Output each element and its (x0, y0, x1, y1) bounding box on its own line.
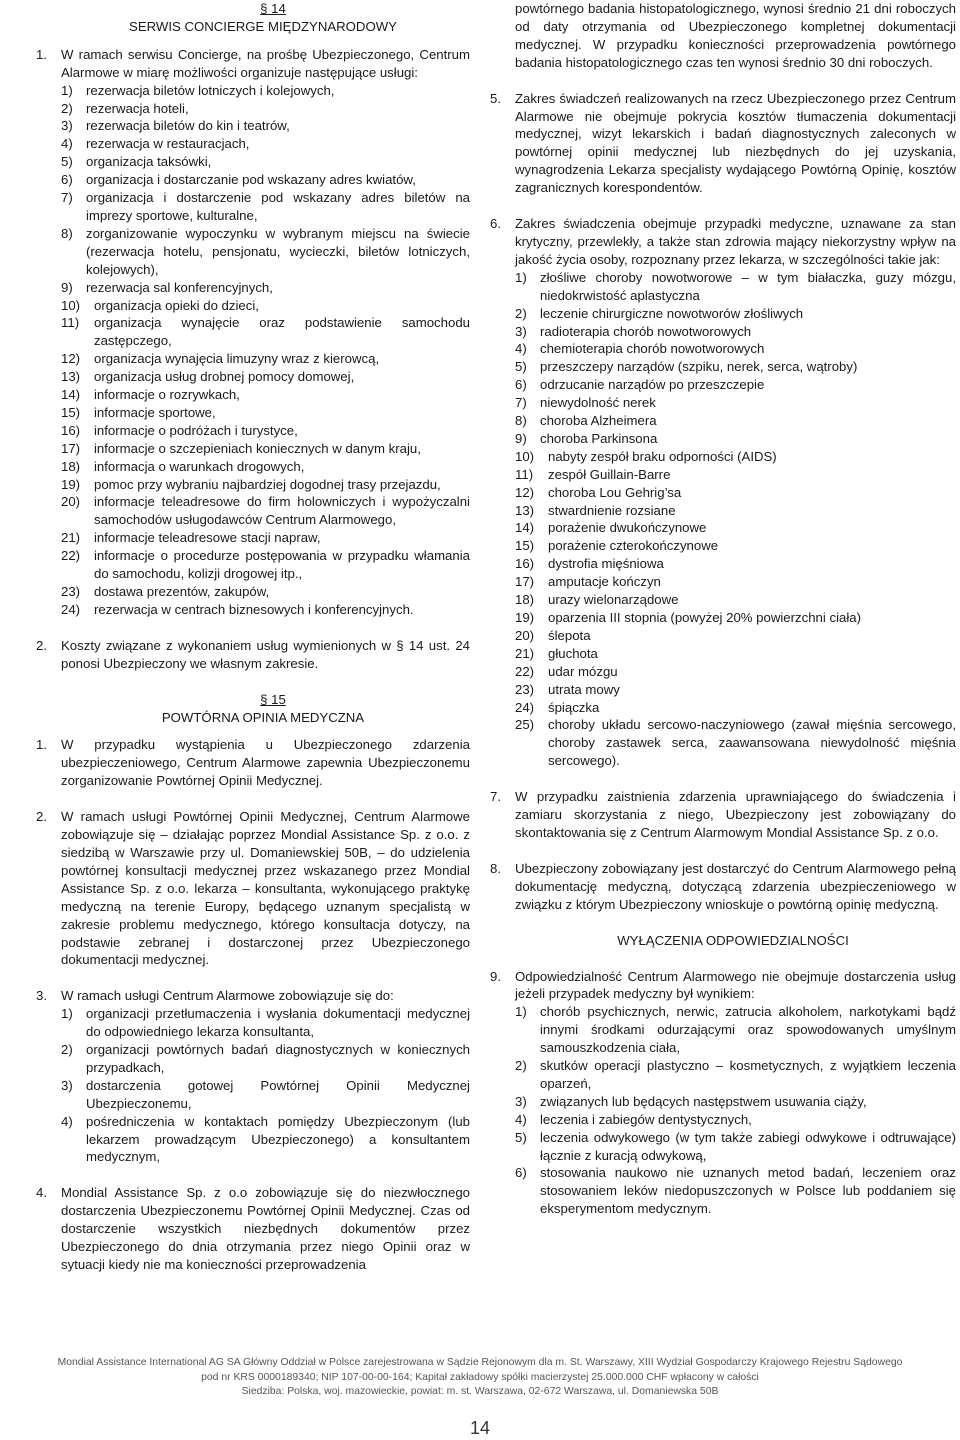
left-column (36, 0, 470, 1274)
paragraph-text: Zakres świadczeń realizowanych na rzecz Ubezpieczonego przez Centrum Alarmowe nie obejmuje pokrycia kosztów tłumaczenia dokumentacji medycznej, wizyt lekarskich i badań diagnostycznych zaleconych w powtórnej opinii medycznej lub niezbędnych do jej uzyskania, wynagrodzenia Lekarza specjalisty wydającego Powtórną Opinię, kosztów zagranicznych korespondentów. (515, 90, 956, 196)
list-item-text: choroba Lou Gehrig’sa (548, 484, 682, 500)
section-14-para: § 14 (260, 1, 286, 16)
paragraph-number: 4. (36, 1185, 47, 1201)
list-item-number: 10) (515, 448, 535, 464)
paragraph-text: Zakres świadczenia obejmuje przypadki medyczne, uznawane za stan krytyczny, przewlekły, a także stan zdrowia mający niekorzystny wpływ na jakość życia osoby, rozpoznany przez lekarza, w szczególności takie jak: (515, 216, 956, 267)
list-item (61, 297, 470, 315)
list-item (515, 448, 956, 466)
footer-line-2: pod nr KRS 0000189340; NIP 107-00-00-164; Kapitał zakładowy spółki macierzystej 25.000.000 CHF wpłacony w całości (201, 1371, 759, 1383)
list-item-number: 17) (61, 440, 81, 456)
s15-obligation-list (36, 1005, 470, 1166)
list-item (515, 609, 956, 627)
list-item (515, 591, 956, 609)
section-14-title: SERWIS CONCIERGE MIĘDZYNARODOWY (129, 18, 397, 34)
list-item-text: chorób psychicznych, nerwic, zatrucia alkoholem, narkotykami bądź innymi środkami odurzającymi oraz spowodowanych umyślnym samouszkodzenia ciała, (540, 1004, 956, 1056)
paragraph-text: W ramach usługi Centrum Alarmowe zobowiązuje się do: (61, 988, 394, 1004)
list-item-text: organizacji powtórnych badań diagnostycznych w koniecznych przypadkach, (86, 1042, 470, 1075)
list-item-text: informacje o szczepieniach koniecznych w danym kraju, (94, 440, 421, 456)
list-item-text: informacje teleadresowe stacji napraw, (94, 530, 321, 546)
list-item-text: rezerwacja w centrach biznesowych i konferencyjnych. (94, 601, 414, 617)
list-item-number: 4) (61, 1113, 73, 1129)
s15-paragraph-8 (490, 860, 956, 914)
list-item-number: 24) (515, 699, 535, 715)
list-item-text: oparzenia III stopnia (powyżej 20% powierzchni ciała) (548, 610, 861, 625)
list-item (61, 82, 470, 100)
list-item-number: 9) (515, 430, 527, 446)
list-item (61, 1041, 470, 1077)
s15-paragraph-5 (490, 90, 956, 197)
list-item (61, 314, 470, 350)
list-item (61, 189, 470, 225)
paragraph-text: Mondial Assistance Sp. z o.o zobowiązuje się do niezwłocznego dostarczenia Ubezpieczonemu Powtórnej Opinii Medycznej. Czas od dostarczenie wszystkich niezbędnych dokumentów przez Ubezpieczonego do dnia otrzymania przez niego Opinii oraz w sytuacji kiedy nie ma konieczności przeprowadzenia (61, 1185, 470, 1272)
list-item-number: 3) (61, 1077, 73, 1093)
list-item (515, 412, 956, 430)
list-item (61, 100, 470, 118)
s14-paragraph-2 (36, 637, 470, 673)
list-item (61, 529, 470, 547)
list-item-number: 5) (515, 359, 527, 375)
paragraph-number: 2. (36, 809, 47, 825)
list-item-text: nabyty zespół braku odporności (AIDS) (548, 448, 777, 464)
paragraph-text: W przypadku wystąpienia u Ubezpieczonego zdarzenia ubezpieczeniowego, Centrum Alarmowe zapewnia Ubezpieczonemu zorganizowanie Powtórnej Opinii Medycznej. (61, 737, 470, 789)
list-item (61, 1113, 470, 1167)
list-item-number: 1) (61, 82, 73, 98)
list-item (515, 645, 956, 663)
list-item-text: związanych lub będących następstwem usuwania ciąży, (540, 1093, 867, 1109)
list-item-text: rezerwacja sal konferencyjnych, (86, 279, 273, 295)
list-item-text: organizacja i dostarczenie pod wskazany adres biletów na imprezy sportowe, kulturalne, (86, 190, 470, 223)
list-item-number: 11) (515, 466, 534, 482)
list-item (515, 305, 956, 323)
list-item-number: 8) (515, 413, 527, 429)
list-item-text: dystrofia mięśniowa (548, 556, 664, 572)
list-item-number: 11) (61, 315, 80, 331)
paragraph-text: W przypadku zaistnienia zdarzenia uprawniającego do świadczenia i zamiaru skorzystania z niego, Ubezpieczony jest zobowiązany do skontaktowania się z Centrum Alarmowym Mondial Assistance Sp. z o.o. (515, 789, 956, 840)
list-item-number: 6) (61, 172, 73, 188)
list-item (515, 1111, 956, 1129)
list-item (515, 1003, 956, 1057)
list-item (515, 1093, 956, 1111)
paragraph-number: 1. (36, 46, 47, 62)
list-item-text: leczenia i zabiegów dentystycznych, (540, 1111, 752, 1127)
list-item-number: 7) (515, 395, 527, 411)
list-item-number: 4) (61, 136, 73, 152)
s15-paragraph-7 (490, 788, 956, 842)
list-item-text: organizacja opieki do dzieci, (94, 297, 259, 313)
list-item-number: 2) (61, 1042, 73, 1058)
list-item-text: dostawa prezentów, zakupów, (94, 584, 270, 599)
list-item (515, 519, 956, 537)
paragraph-text: Odpowiedzialność Centrum Alarmowego nie obejmuje dostarczenia usług jeżeli przypadek medyczny był wynikiem: (515, 968, 956, 1002)
list-item-number: 16) (61, 422, 81, 438)
list-item (515, 699, 956, 717)
list-item-number: 3) (61, 118, 73, 134)
paragraph-number: 7. (490, 789, 501, 805)
list-item-number: 7) (61, 190, 73, 206)
paragraph-text: W ramach serwisu Concierge, na prośbę Ubezpieczonego, Centrum Alarmowe w miarę możliwości organizuje następujące usługi: (61, 46, 470, 80)
paragraph-number: 3. (36, 988, 47, 1004)
s15-paragraph-4 (36, 1184, 470, 1274)
list-item-text: leczenia odwykowego (w tym także zabiegi odwykowe i odtruwające) łącznie z kuracją odwykową, (540, 1129, 956, 1163)
list-item (61, 601, 470, 619)
list-item (61, 1077, 470, 1113)
right-column (490, 0, 956, 1218)
section-15-title: POWTÓRNA OPINIA MEDYCZNA (161, 709, 365, 725)
list-item-number: 17) (515, 574, 535, 590)
list-item (61, 422, 470, 440)
list-item-text: pośredniczenia w kontaktach pomiędzy Ubezpieczonym (lub lekarzem prowadzącym Ubezpieczonego) a konsultantem medycznym, (86, 1113, 470, 1165)
list-item-text: organizacja wynajęcia limuzyny wraz z kierowcą, (94, 351, 380, 367)
list-item (515, 394, 956, 412)
list-item (515, 323, 956, 341)
s15-paragraph-6 (490, 215, 956, 269)
list-item-number: 2) (61, 100, 73, 116)
list-item-number: 8) (61, 225, 73, 241)
list-item-text: przeszczepy narządów (szpiku, nerek, serca, wątroby) (540, 359, 858, 375)
list-item-number: 3) (515, 323, 527, 339)
list-item-text: niewydolność nerek (540, 395, 656, 411)
list-item-number: 1) (515, 269, 527, 285)
list-item-text: informacje o podróżach i turystyce, (94, 422, 298, 438)
list-item-number: 16) (515, 556, 535, 572)
list-item (61, 135, 470, 153)
list-item (515, 502, 956, 520)
list-item-number: 1) (61, 1006, 73, 1022)
medical-conditions-list (490, 269, 956, 770)
list-item-text: rezerwacja biletów lotniczych i kolejowych, (86, 82, 335, 98)
list-item (61, 153, 470, 171)
list-item (515, 1129, 956, 1165)
list-item-text: porażenie czterokończynowe (548, 538, 719, 554)
paragraph-text: Ubezpieczony zobowiązany jest dostarczyć do Centrum Alarmowego pełną dokumentację medyczną, dotyczącą zdarzenia ubezpieczeniowego w związku z którym Ubezpieczony wnioskuje o powtórną opinię medyczną. (515, 860, 956, 912)
list-item (61, 1005, 470, 1041)
list-item-text: organizacja usług drobnej pomocy domowej, (94, 369, 355, 385)
list-item-number: 18) (61, 458, 81, 474)
list-item-text: głuchota (548, 645, 598, 661)
list-item-number: 2) (515, 1058, 527, 1074)
list-item (515, 573, 956, 591)
list-item-number: 25) (515, 717, 535, 733)
list-item-text: ślepota (548, 627, 591, 643)
paragraph-number: 6. (490, 216, 501, 232)
list-item-text: urazy wielonarządowe (548, 592, 679, 608)
paragraph-text: Koszty związane z wykonaniem usług wymienionych w § 14 ust. 24 ponosi Ubezpieczony we własnym zakresie. (61, 637, 470, 671)
list-item-number: 6) (515, 377, 527, 393)
list-item-text: amputacje kończyn (548, 574, 661, 590)
list-item-number: 22) (515, 663, 535, 679)
s15-paragraph-4-continued (490, 0, 956, 72)
list-item (61, 458, 470, 476)
list-item-number: 4) (515, 341, 527, 357)
list-item-number: 21) (61, 530, 81, 546)
paragraph-number: 1. (36, 737, 47, 753)
list-item-number: 24) (61, 601, 81, 617)
list-item (515, 340, 956, 358)
section-14-number (36, 0, 470, 18)
list-item-text: organizacji przetłumaczenia i wysłania dokumentacji medycznej do odpowiedniego lekarza konsultanta, (86, 1006, 470, 1040)
list-item (515, 484, 956, 502)
list-item-text: informacje o rozrywkach, (94, 387, 240, 403)
list-item (61, 350, 470, 368)
paragraph-number-empty (490, 0, 515, 72)
list-item (61, 440, 470, 458)
s14-paragraph-1 (36, 46, 470, 82)
list-item-number: 2) (515, 305, 527, 321)
list-item-number: 5) (61, 154, 73, 170)
list-item-text: dostarczenia gotowej Powtórnej Opinii Medycznej Ubezpieczonemu, (86, 1077, 470, 1111)
list-item-number: 13) (515, 502, 535, 518)
s15-paragraph-1 (36, 736, 470, 790)
list-item-number: 21) (515, 645, 535, 661)
list-item (61, 117, 470, 135)
list-item (515, 681, 956, 699)
list-item-text: zorganizowanie wypoczynku w wybranym miejscu na świecie (rezerwacja hotelu, pensjonatu, wycieczki, biletów lotniczych, kolejowych), (86, 225, 470, 277)
list-item-number: 9) (61, 279, 73, 295)
list-item-text: śpiączka (548, 699, 600, 715)
list-item-number: 5) (515, 1129, 527, 1145)
list-item-number: 1) (515, 1004, 527, 1020)
s15-paragraph-2 (36, 808, 470, 969)
legal-footer (0, 1356, 960, 1400)
section-15-para: § 15 (260, 691, 286, 707)
list-item (61, 583, 470, 601)
s14-service-list (36, 82, 470, 619)
footer-line-3: Siedziba: Polska, woj. mazowieckie, powiat: m. st. Warszawa, 02-672 Warszawa, ul. Domaniewska 50B (241, 1386, 719, 1398)
list-item-number: 19) (515, 610, 535, 625)
list-item-text: rezerwacja w restauracjach, (86, 136, 250, 152)
list-item (515, 269, 956, 305)
list-item (515, 466, 956, 484)
list-item-text: chemioterapia chorób nowotworowych (540, 341, 765, 357)
list-item (515, 358, 956, 376)
list-item-number: 13) (61, 369, 81, 385)
list-item-number: 19) (61, 476, 81, 492)
list-item-number: 12) (61, 351, 81, 367)
list-item-text: organizacja wynajęcie oraz podstawienie samochodu zastępczego, (94, 315, 470, 349)
s15-paragraph-3 (36, 987, 470, 1005)
list-item-number: 10) (61, 297, 81, 313)
list-item-text: choroba Alzheimera (540, 413, 657, 429)
list-item (515, 663, 956, 681)
list-item (515, 376, 956, 394)
list-item-text: złośliwe choroby nowotworowe – w tym białaczka, guzy mózgu, niedokrwistość aplastyczna (540, 269, 956, 303)
footer-line-1: Mondial Assistance International AG SA Główny Oddział w Polsce zarejestrowana w Sądzie Rejonowym dla m. St. Warszawy, XIII Wydział Gospodarczy Krajowego Rejestru Sądowego (57, 1357, 903, 1368)
list-item-text: utrata mowy (548, 681, 620, 697)
list-item-text: informacje o procedurze postępowania w przypadku włamania do samochodu, kolizji drogowej itp., (94, 548, 470, 582)
list-item (61, 171, 470, 189)
exclusions-list (490, 1003, 956, 1218)
list-item-number: 4) (515, 1111, 527, 1127)
list-item-text: porażenie dwukończynowe (548, 520, 707, 536)
paragraph-number: 8. (490, 860, 501, 876)
list-item-number: 12) (515, 484, 535, 500)
list-item-text: leczenie chirurgiczne nowotworów złośliwych (540, 305, 804, 321)
list-item (61, 386, 470, 404)
list-item-text: udar mózgu (548, 663, 618, 679)
page-number: 14 (469, 1418, 491, 1438)
list-item (61, 368, 470, 386)
list-item-number: 14) (515, 520, 535, 536)
list-item-text: informacje teleadresowe do firm holowniczych i wypożyczalni samochodów usługodawców Centrum Alarmowego, (94, 494, 470, 528)
paragraph-number: 2. (36, 637, 47, 653)
list-item (61, 476, 470, 494)
s15-paragraph-9 (490, 968, 956, 1004)
list-item-number: 6) (515, 1165, 527, 1181)
list-item (61, 547, 470, 583)
list-item-text: rezerwacja hoteli, (86, 100, 189, 116)
list-item (61, 404, 470, 422)
section-15-number (36, 691, 470, 709)
exclusions-title: WYŁĄCZENIA ODPOWIEDZIALNOŚCI (617, 932, 849, 948)
list-item-number: 23) (515, 681, 535, 697)
list-item-text: organizacja i dostarczanie pod wskazany adres kwiatów, (86, 172, 416, 188)
list-item (515, 555, 956, 573)
list-item (61, 279, 470, 297)
list-item (515, 537, 956, 555)
list-item-text: rezerwacja biletów do kin i teatrów, (86, 118, 290, 134)
list-item-text: stwardnienie rozsiane (548, 502, 676, 518)
list-item-text: skutków operacji plastyczno – kosmetycznych, z wyjątkiem leczenia oparzeń, (540, 1058, 956, 1091)
list-item-text: choroba Parkinsona (540, 430, 658, 446)
list-item (515, 430, 956, 448)
list-item-number: 20) (61, 494, 81, 510)
list-item-number: 15) (61, 404, 81, 420)
paragraph-text: powtórnego badania histopatologicznego, wynosi średnio 21 dni roboczych od daty otrzymania od Ubezpieczonego kompletnej dokumentacji medycznej. W przypadku konieczności przeprowadzenia powtórnego badania histopatologicznego czas ten wynosi średnio 30 dni roboczych. (515, 1, 956, 70)
list-item (61, 493, 470, 529)
paragraph-text: W ramach usługi Powtórnej Opinii Medycznej, Centrum Alarmowe zobowiązuje się – działając poprzez Mondial Assistance Sp. z o.o. z siedzibą w Warszawie przy ul. Domaniewskiej 50B, – do udzielenia powtórnej konsultacji medycznej przez wskazanego przez Mondial Assistance Sp. z o.o. lekarza – konsultanta, wykonującego praktykę medyczną na terenie Europy, będącego uznanym specjalistą w zakresie problemu medycznego, którego konsultacja dotyczy, na podstawie zebranej i dostarczonej przez Ubezpieczonego dokumentacji medycznej. (61, 809, 470, 968)
list-item-number: 22) (61, 548, 81, 564)
list-item-text: informacje sportowe, (94, 404, 216, 420)
list-item-text: organizacja taksówki, (86, 154, 212, 170)
list-item (515, 1164, 956, 1218)
list-item-number: 23) (61, 584, 81, 599)
list-item (515, 716, 956, 770)
list-item-text: zespół Guillain-Barre (548, 466, 671, 482)
paragraph-number: 9. (490, 968, 501, 984)
list-item-text: choroby układu sercowo-naczyniowego (zawał mięśnia sercowego, choroby zastawek serca, zaawansowana niewydolność mięśnia sercowego). (548, 717, 956, 769)
list-item (515, 1057, 956, 1093)
paragraph-number: 5. (490, 90, 501, 106)
list-item-number: 3) (515, 1093, 527, 1109)
list-item-number: 20) (515, 627, 535, 643)
list-item (515, 627, 956, 645)
list-item-number: 15) (515, 538, 535, 554)
list-item (61, 225, 470, 279)
list-item-text: stosowania naukowo nie uznanych metod badań, leczeniem oraz stosowaniem leków niedopuszczonych w Polsce lub poddaniem się eksperymentom medycznym. (540, 1165, 956, 1217)
list-item-text: odrzucanie narządów po przeszczepie (540, 377, 765, 393)
list-item-text: radioterapia chorób nowotworowych (540, 323, 752, 339)
list-item-number: 14) (61, 387, 81, 403)
list-item-text: informacja o warunkach drogowych, (94, 458, 305, 474)
list-item-text: pomoc przy wybraniu najbardziej dogodnej trasy przejazdu, (94, 476, 441, 492)
list-item-number: 18) (515, 592, 535, 608)
